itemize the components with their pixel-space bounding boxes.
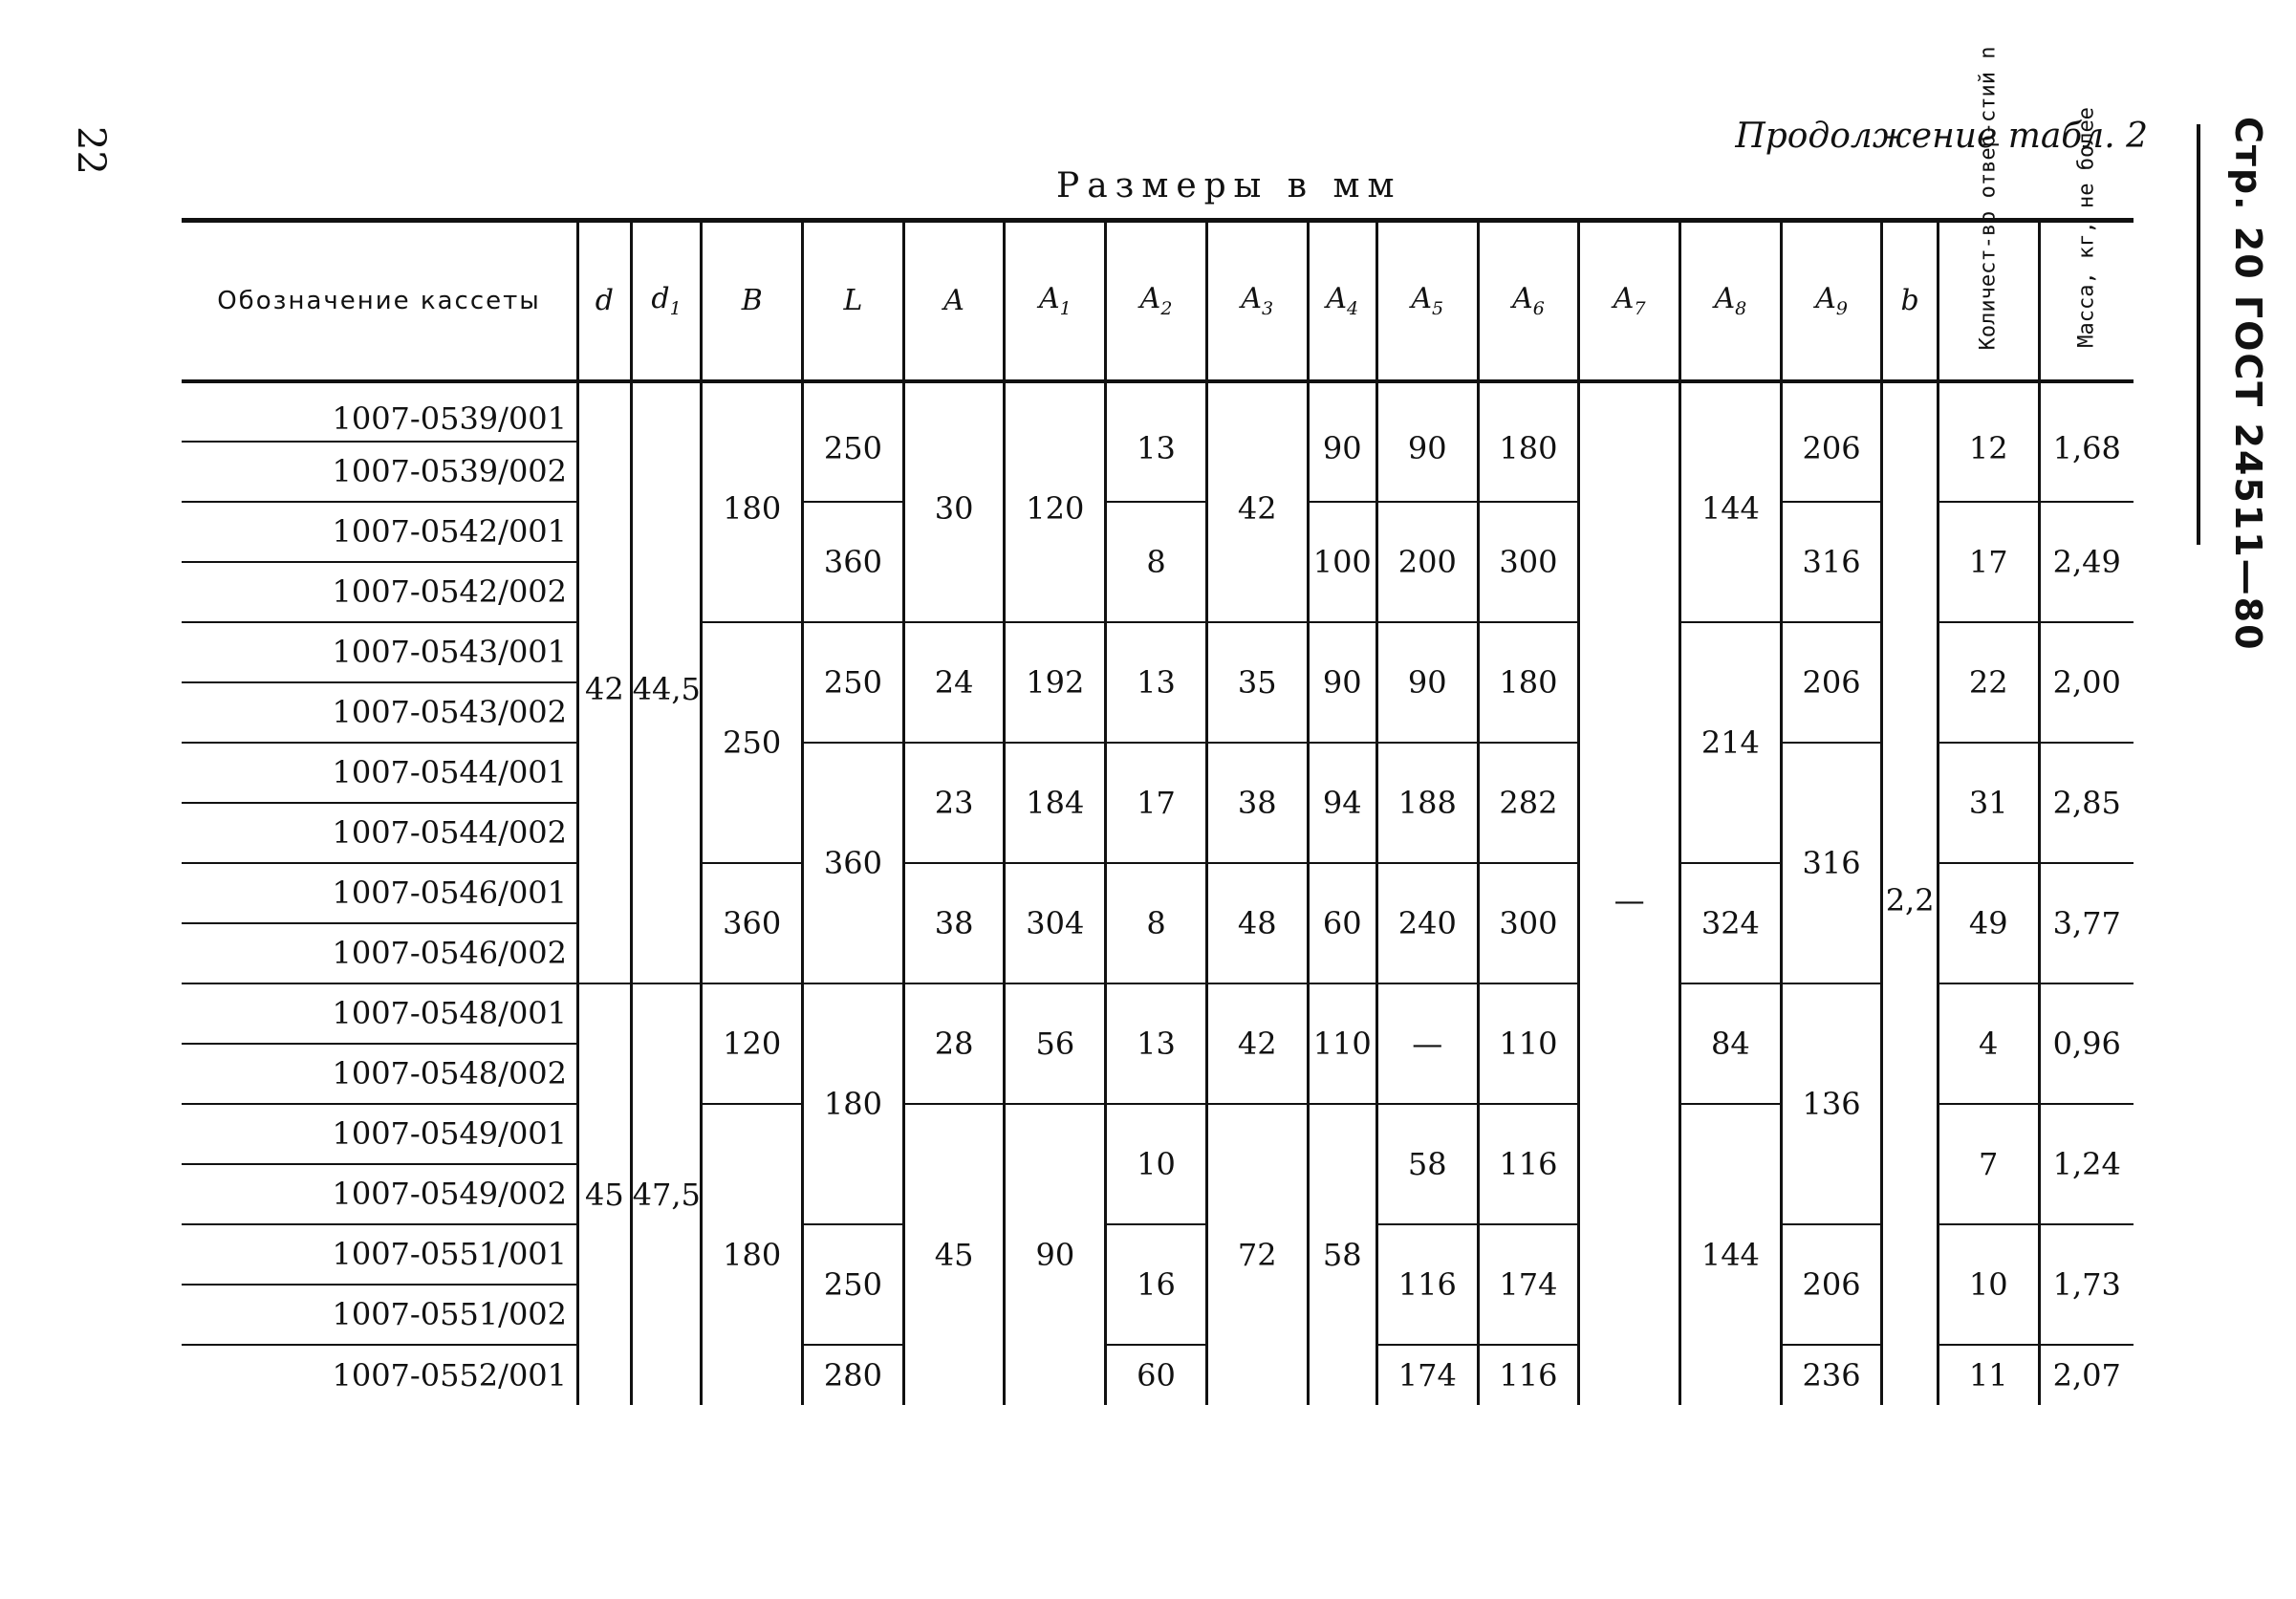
cell-A8: 84 xyxy=(1680,983,1782,1104)
table-header-row xyxy=(182,221,2134,381)
cell-A2: 13 xyxy=(1106,983,1207,1104)
cell-n: 22 xyxy=(1938,622,2039,743)
cell-A3: 38 xyxy=(1206,743,1308,863)
column-header-desig: Обозначение кассеты xyxy=(182,221,578,381)
column-header-b xyxy=(1882,221,1938,381)
cell-A6: 300 xyxy=(1478,863,1579,983)
table-continuation-title: Продолжение табл. 2 xyxy=(1735,117,2148,156)
cell-d1: 47,5 xyxy=(631,983,702,1405)
cell-A6: 282 xyxy=(1478,743,1579,863)
column-header-d1 xyxy=(631,221,702,381)
table-row xyxy=(182,743,2134,803)
cell-mass: 3,77 xyxy=(2039,863,2134,983)
units-caption: Размеры в мм xyxy=(1056,166,1402,205)
column-header-d1-symbol: d xyxy=(651,282,670,316)
column-header-mass-text: Масса, кг, не более xyxy=(2074,106,2099,348)
cell-A9: 316 xyxy=(1781,502,1882,622)
column-header-A2-subscript: 2 xyxy=(1160,298,1173,320)
cell-A1: 56 xyxy=(1005,983,1106,1104)
column-header-A3-symbol: A xyxy=(1241,282,1263,316)
table-row xyxy=(182,983,2134,1044)
cell-L: 180 xyxy=(803,983,904,1224)
column-header-A5-subscript: 5 xyxy=(1432,298,1444,320)
cell-L: 250 xyxy=(803,381,904,502)
cell-A6: 180 xyxy=(1478,622,1579,743)
cell-n: 4 xyxy=(1938,983,2039,1104)
column-header-A6-subscript: 6 xyxy=(1532,298,1545,320)
column-header-n-text: Количест-во отвер-стий n xyxy=(1976,46,2001,351)
cassette-designation: 1007-0551/002 xyxy=(182,1285,578,1345)
column-header-A6-symbol: A xyxy=(1512,282,1533,316)
cell-A6: 116 xyxy=(1478,1345,1579,1405)
cell-A3: 72 xyxy=(1206,1104,1308,1405)
column-header-A7-symbol: A xyxy=(1613,282,1635,316)
cell-A: 30 xyxy=(903,381,1005,622)
cell-A2: 13 xyxy=(1106,622,1207,743)
cell-A3: 42 xyxy=(1206,381,1308,622)
cell-A6: 116 xyxy=(1478,1104,1579,1224)
column-header-A-symbol: A xyxy=(943,284,964,318)
column-header-A2 xyxy=(1106,221,1207,381)
cell-A4: 58 xyxy=(1308,1104,1376,1405)
cell-A5: 90 xyxy=(1376,381,1478,502)
column-header-A1 xyxy=(1005,221,1106,381)
cell-A5: 174 xyxy=(1376,1345,1478,1405)
cell-d: 42 xyxy=(578,381,632,983)
cell-mass: 0,96 xyxy=(2039,983,2134,1104)
column-header-A9 xyxy=(1781,221,1882,381)
cell-d: 45 xyxy=(578,983,632,1405)
cell-A5: 240 xyxy=(1376,863,1478,983)
cassette-designation: 1007-0544/001 xyxy=(182,743,578,803)
cell-A9: 206 xyxy=(1781,622,1882,743)
cassette-designation: 1007-0546/001 xyxy=(182,863,578,923)
cell-A3: 35 xyxy=(1206,622,1308,743)
cell-A5: 188 xyxy=(1376,743,1478,863)
cell-A9: 206 xyxy=(1781,381,1882,502)
cell-mass: 2,00 xyxy=(2039,622,2134,743)
cell-A5: — xyxy=(1376,983,1478,1104)
cassette-designation: 1007-0542/001 xyxy=(182,502,578,562)
cell-A: 23 xyxy=(903,743,1005,863)
cell-n: 10 xyxy=(1938,1224,2039,1345)
cell-n: 12 xyxy=(1938,381,2039,502)
cell-A8: 144 xyxy=(1680,381,1782,622)
cell-n: 17 xyxy=(1938,502,2039,622)
cell-n: 31 xyxy=(1938,743,2039,863)
cell-A8: 214 xyxy=(1680,622,1782,863)
column-header-L-symbol: L xyxy=(843,284,863,318)
cassette-designation: 1007-0539/002 xyxy=(182,442,578,502)
cell-n: 49 xyxy=(1938,863,2039,983)
column-header-A3-subscript: 3 xyxy=(1262,298,1274,320)
cell-mass: 2,07 xyxy=(2039,1345,2134,1405)
cell-B: 180 xyxy=(702,1104,803,1405)
cell-n: 7 xyxy=(1938,1104,2039,1224)
cell-mass: 2,49 xyxy=(2039,502,2134,622)
column-header-n xyxy=(1938,46,2039,381)
column-header-L xyxy=(803,221,904,381)
side-running-header xyxy=(2227,117,2285,652)
cassette-designation: 1007-0549/002 xyxy=(182,1164,578,1224)
column-header-A2-symbol: A xyxy=(1139,282,1161,316)
cell-mass: 2,85 xyxy=(2039,743,2134,863)
table-row xyxy=(182,1345,2134,1405)
cell-A6: 180 xyxy=(1478,381,1579,502)
cassette-designation: 1007-0548/002 xyxy=(182,1044,578,1104)
cassette-designation: 1007-0539/001 xyxy=(182,381,578,442)
column-header-A4 xyxy=(1308,221,1376,381)
cell-A4: 110 xyxy=(1308,983,1376,1104)
cell-L: 250 xyxy=(803,1224,904,1345)
column-header-A xyxy=(903,221,1005,381)
cell-A1: 192 xyxy=(1005,622,1106,743)
cell-A4: 90 xyxy=(1308,381,1376,502)
cell-B: 250 xyxy=(702,622,803,863)
cell-A5: 116 xyxy=(1376,1224,1478,1345)
cell-A5: 58 xyxy=(1376,1104,1478,1224)
cassette-designation: 1007-0552/001 xyxy=(332,1356,568,1394)
column-header-A3 xyxy=(1206,221,1308,381)
column-header-d xyxy=(578,221,632,381)
column-header-A5-symbol: A xyxy=(1411,282,1433,316)
cell-B: 120 xyxy=(702,983,803,1104)
cell-A4: 90 xyxy=(1308,622,1376,743)
cell-A6: 174 xyxy=(1478,1224,1579,1345)
side-running-header-text: Стр. 20 ГОСТ 24511—80 xyxy=(2227,117,2269,652)
column-header-A8-subscript: 8 xyxy=(1735,298,1747,320)
cell-L: 360 xyxy=(803,743,904,983)
column-header-A8 xyxy=(1680,221,1782,381)
cell-A2: 10 xyxy=(1106,1104,1207,1224)
table-row xyxy=(182,381,2134,442)
column-header-A7 xyxy=(1579,221,1680,381)
cell-A1: 304 xyxy=(1005,863,1106,983)
cell-mass: 1,24 xyxy=(2039,1104,2134,1224)
cell-A2: 60 xyxy=(1106,1345,1207,1405)
column-header-d1-subscript: 1 xyxy=(669,298,682,320)
cell-A2: 8 xyxy=(1106,502,1207,622)
cell-A3: 42 xyxy=(1206,983,1308,1104)
cell-A9: 236 xyxy=(1781,1345,1882,1405)
cassette-designation: 1007-0546/002 xyxy=(182,923,578,983)
cassette-designation: 1007-0548/001 xyxy=(182,983,578,1044)
cell-A5: 200 xyxy=(1376,502,1478,622)
cell-b: 2,2 xyxy=(1882,381,1938,1405)
column-header-mass xyxy=(2039,106,2134,381)
cell-mass: 1,68 xyxy=(2039,381,2134,502)
cell-A6: 300 xyxy=(1478,502,1579,622)
column-header-B xyxy=(702,221,803,381)
cell-n: 11 xyxy=(1938,1345,2039,1405)
cell-A1: 184 xyxy=(1005,743,1106,863)
cell-A4: 60 xyxy=(1308,863,1376,983)
cell-A: 28 xyxy=(903,983,1005,1104)
cell-A7: — xyxy=(1579,381,1680,1405)
cell-A4: 94 xyxy=(1308,743,1376,863)
cell-A: 45 xyxy=(903,1104,1005,1405)
cell-A5: 90 xyxy=(1376,622,1478,743)
column-header-b-symbol: b xyxy=(1900,284,1919,318)
cassette-designation: 1007-0543/002 xyxy=(182,682,578,743)
cell-B: 180 xyxy=(702,381,803,622)
column-header-A5 xyxy=(1376,221,1478,381)
column-header-A1-subscript: 1 xyxy=(1059,298,1072,320)
cell-A9: 136 xyxy=(1781,983,1882,1224)
column-header-A9-subscript: 9 xyxy=(1835,298,1848,320)
cell-A4: 100 xyxy=(1308,502,1376,622)
cell-A2: 13 xyxy=(1106,381,1207,502)
cassette-designation: 1007-0543/001 xyxy=(182,622,578,682)
cell-A2: 16 xyxy=(1106,1224,1207,1345)
column-header-A4-symbol: A xyxy=(1326,282,1348,316)
cell-A9: 316 xyxy=(1781,743,1882,983)
column-header-A6 xyxy=(1478,221,1579,381)
cell-A3: 48 xyxy=(1206,863,1308,983)
page-number: 22 xyxy=(69,126,113,175)
column-header-A8-symbol: A xyxy=(1714,282,1736,316)
cell-A8: 324 xyxy=(1680,863,1782,983)
table-row xyxy=(182,622,2134,682)
cassette-designation: 1007-0551/001 xyxy=(182,1224,578,1285)
cell-A1: 90 xyxy=(1005,1104,1106,1405)
column-header-B-symbol: B xyxy=(741,284,763,318)
cell-A: 24 xyxy=(903,622,1005,743)
cell-L: 280 xyxy=(803,1345,904,1405)
cell-B: 360 xyxy=(702,863,803,983)
cell-L: 360 xyxy=(803,502,904,622)
cassette-designation: 1007-0544/002 xyxy=(182,803,578,863)
cell-A1: 120 xyxy=(1005,381,1106,622)
cell-A9: 206 xyxy=(1781,1224,1882,1345)
cell-A2: 8 xyxy=(1106,863,1207,983)
table-row xyxy=(182,1224,2134,1285)
cell-A: 38 xyxy=(903,863,1005,983)
cell-mass: 1,73 xyxy=(2039,1224,2134,1345)
side-rule xyxy=(2197,124,2200,545)
cell-L: 250 xyxy=(803,622,904,743)
cell-A2: 17 xyxy=(1106,743,1207,863)
table-row xyxy=(182,502,2134,562)
cell-A6: 110 xyxy=(1478,983,1579,1104)
column-header-A4-subscript: 4 xyxy=(1347,298,1359,320)
column-header-A7-subscript: 7 xyxy=(1634,298,1646,320)
column-header-A9-symbol: A xyxy=(1815,282,1836,316)
table-body xyxy=(182,381,2134,1405)
cassette-designation: 1007-0542/002 xyxy=(182,562,578,622)
cell-d1: 44,5 xyxy=(631,381,702,983)
cell-A8: 144 xyxy=(1680,1104,1782,1405)
column-header-d-symbol: d xyxy=(595,284,614,318)
column-header-A1-symbol: A xyxy=(1038,282,1060,316)
cassette-designation: 1007-0549/001 xyxy=(182,1104,578,1164)
